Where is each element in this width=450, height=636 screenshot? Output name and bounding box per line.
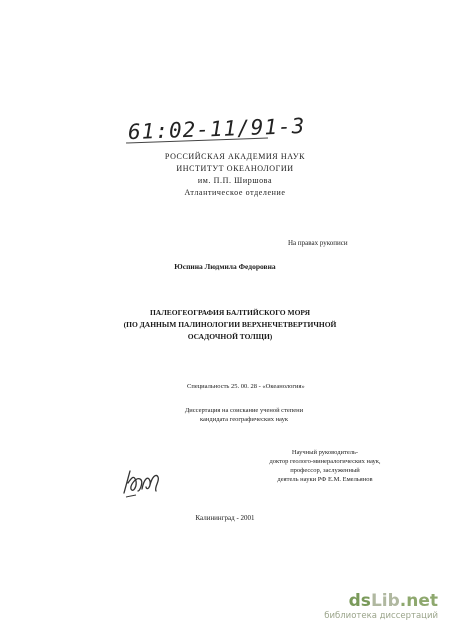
specialty-line: Специальность 25. 00. 28 - «Океанология»	[187, 383, 305, 390]
dslib-watermark	[288, 592, 438, 621]
watermark-brand: dsLib.net	[348, 591, 438, 611]
city-year: Калининград - 2001	[195, 514, 255, 522]
handwritten-catalog-number: 61:02-11/91-3	[127, 113, 306, 145]
supervisor-line-2: доктор геолого-минералогических наук,	[269, 458, 381, 465]
supervisor-line-1: Научный руководитель-	[291, 449, 359, 456]
title-line-2: (ПО ДАННЫМ ПАЛИНОЛОГИИ ВЕРХНЕЧЕТВЕРТИЧНОЙ	[123, 320, 337, 329]
degree-line-2: кандидата географических наук	[199, 416, 289, 423]
org-line-branch: Атлантическое отделение	[184, 188, 286, 197]
supervisor-line-4: деятель науки РФ Е.М. Емельянов	[277, 476, 373, 483]
dissertation-title	[100, 307, 360, 343]
supervisor-block	[265, 448, 385, 484]
degree-statement	[174, 406, 314, 424]
supervisor-line-3: профессор, заслуженный	[290, 467, 360, 474]
author-name: Юспина Людмила Федоровна	[174, 262, 276, 271]
watermark-subtitle: библиотека диссертаций	[324, 611, 438, 621]
handwritten-signature-icon	[120, 463, 164, 508]
title-line-3: ОСАДОЧНОЙ ТОЛЩИ)	[187, 332, 273, 341]
title-line-1: ПАЛЕОГЕОГРАФИЯ БАЛТИЙСКОГО МОРЯ	[149, 308, 311, 317]
organization-block	[150, 151, 320, 199]
org-line-institute: ИНСТИТУТ ОКЕАНОЛОГИИ	[176, 164, 294, 173]
degree-line-1: Диссертация на соискание ученой степени	[184, 407, 304, 414]
org-line-academy: РОССИЙСКАЯ АКАДЕМИЯ НАУК	[164, 152, 306, 161]
org-line-named: им. П.П. Ширшова	[197, 176, 273, 185]
rights-note: На правах рукописи	[288, 239, 348, 247]
